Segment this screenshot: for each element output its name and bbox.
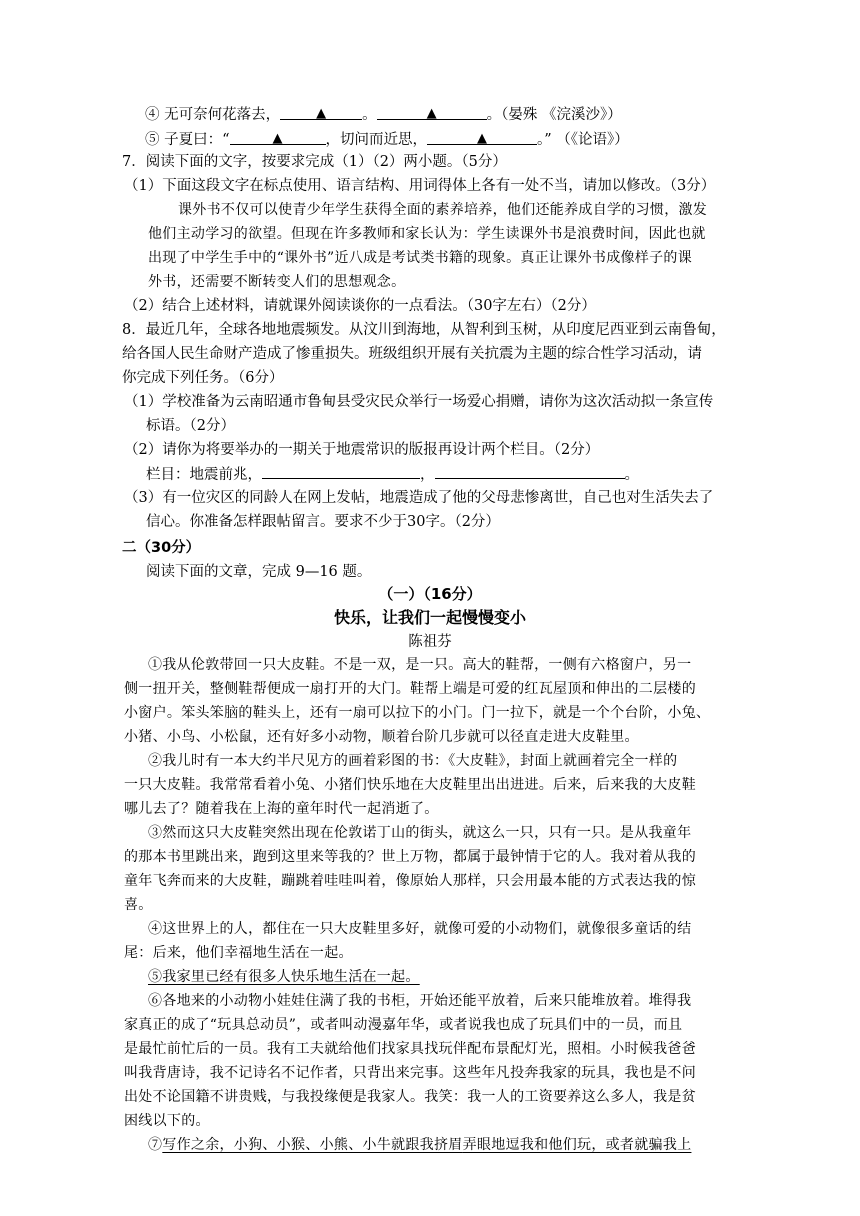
underlined-phrase: 写作之余，小狗、小猴、小熊、小牛就跟我挤眉 [162,1137,463,1153]
answer-blank[interactable]: ▲ [230,129,326,145]
part-heading: （一）（16分） [378,585,482,603]
paragraph-line: ③然而这只大皮鞋突然出现在伦敦诺丁山的街头，就这么一只，只有一只。是从我童年 [148,825,692,841]
article-author: 陈祖芬 [408,634,452,650]
paragraph-line: 出处不论国籍不讲贵贱，与我投缘便是我家人。我笑：我一人的工资要养这么多人，我是贫 [124,1089,696,1105]
q8-intro: 8．最近几年，全球各地地震频发。从汶川到海地，从智利到玉树，从印度尼西亚到云南鲁甸， [122,322,726,338]
paragraph-line: 叫我背唐诗，我不记诗名不记作者，只背出来完事。这些年凡投奔我家的玩具，我也是不问 [124,1065,696,1081]
answer-blank[interactable]: ▲ [377,104,487,120]
poem-item-5: ⑤ 子夏曰：“ ▲ ，切问而近思， ▲ 。” （《论语》） [145,131,629,148]
paragraph-line: 的那本书里跳出来，跑到这里来等我的？世上万物，都属于最钟情于它的人。我对着从我的 [124,849,696,865]
q7-passage-line: 他们主动学习的欲望。但现在许多教师和家长认为：学生读课外书是浪费时间，因此也就 [148,226,706,242]
article-title: 快乐，让我们一起慢慢变小 [333,608,526,627]
paragraph-line: ⑥各地来的小动物小娃娃住满了我的书柜，开始还能平放着，后来只能堆放着。堆得我 [148,993,692,1009]
underlined-phrase: 弄眼地逗我和他们玩，或者就骗我上 [462,1137,692,1153]
q7-sub2: （2）结合上述材料，请就课外阅读谈你的一点看法。（30字左右）（2分） [124,298,596,314]
answer-blank[interactable] [435,463,625,479]
q8-sub3: （3）有一位灾区的同龄人在网上发帖，地震造成了他的父母悲惨离世，自己也对生活失去了 [124,490,714,506]
paragraph-line: 小窗户。笨头笨脑的鞋头上，还有一扇可以拉下的小门。门一拉下，就是一个个台阶，小兔、 [124,705,711,721]
q8-intro: 你完成下列任务。（6分） [122,370,284,386]
paragraph-line: 侧一扭开关，整侧鞋帮便成一扇打开的大门。鞋帮上端是可爱的红瓦屋顶和伸出的二层楼的 [124,681,696,697]
underlined-sentence: ⑤我家里已经有很多人快乐地生活在一起。 [148,969,420,985]
section-header: 二（30分） [122,540,201,556]
poem-item-4: ④ 无可奈何花落去， ▲ 。 ▲ 。（晏殊 《浣溪沙》） [145,106,622,123]
q7-passage-line: 出现了中学生手中的“课外书”近八成是考试类书籍的现象。真正让课外书成像样子的课 [148,250,693,266]
q7-passage-line: 课外书不仅可以使青少年学生获得全面的素养培养，他们还能养成自学的习惯，激发 [178,202,708,218]
q8-intro: 给各国人民生命财产造成了惨重损失。班级组织开展有关抗震为主题的综合性学习活动，请 [122,346,702,362]
paragraph-line: 是最忙前忙后的一员。我有工夫就给他们找家具找玩伴配布景配灯光，照相。小时候我爸爸 [124,1041,696,1057]
paragraph-line: 喜。 [124,897,153,913]
paragraph-line: ②我儿时有一本大约半尺见方的画着彩图的书：《大皮鞋》，封面上就画着完全一样的 [148,753,678,769]
q7-sub1: （1）下面这段文字在标点使用、语言结构、用词得体上各有一处不当，请加以修改。（3分） [124,178,716,194]
paragraph-line: ④这世界上的人，都住在一只大皮鞋里多好，就像可爱的小动物们，就像很多童话的结 [148,921,692,937]
q8-sub3: 信心。你准备怎样跟帖留言。要求不少于30字。（2分） [146,514,500,530]
q7-passage-line: 外书，还需要不断转变人们的思想观念。 [148,274,406,290]
q8-sub2: （2）请你为将要举办的一期关于地震常识的版报再设计两个栏目。（2分） [124,442,600,458]
paragraph-line: 小猪、小鸟、小松鼠，还有好多小动物，顺着台阶几步就可以径直走进大皮鞋里。 [124,729,639,745]
paragraph-line: ①我从伦敦带回一只大皮鞋。不是一双，是一只。高大的鞋帮，一侧有六格窗户，另一 [148,657,692,673]
answer-blank[interactable]: ▲ [427,129,537,145]
q8-sub1: 标语。（2分） [146,418,235,434]
paragraph-line: 一只大皮鞋。我常常看着小兔、小猪们快乐地在大皮鞋里出出进进。后来，后来我的大皮鞋 [124,777,696,793]
section-instruction: 阅读下面的文章，完成 9—16 题。 [146,564,372,580]
q8-sub1: （1）学校准备为云南昭通市鲁甸县受灾民众举行一场爱心捐赠，请你为这次活动拟一条宣传 [124,394,714,410]
paragraph-line: 家真正的成了“玩具总动员”，或者叫动漫嘉年华，或者说我也成了玩具们中的一员，而且 [124,1017,683,1033]
item-number: ④ [145,107,160,123]
answer-blank[interactable] [262,463,420,479]
q8-columns: 栏目：地震前兆， ， 。 [146,463,639,486]
q7-title: 7．阅读下面的文字，按要求完成（1）（2）两小题。（5分） [122,154,507,170]
paragraph-line: ⑦写作之余，小狗、小猴、小熊、小牛就跟我挤眉弄眼地逗我和他们玩，或者就骗我上 [148,1137,692,1153]
item-number: ⑤ [145,132,160,148]
paragraph-line: 童年飞奔而来的大皮鞋，蹦跳着哇哇叫着，像原始人那样，只会用最本能的方式表达我的惊 [124,873,696,889]
answer-blank[interactable]: ▲ [280,104,362,120]
paragraph-line: 哪儿去了？随着我在上海的童年时代一起消逝了。 [124,801,439,817]
paragraph-line: 困线以下的。 [124,1113,210,1129]
paragraph-line: 尾：后来，他们幸福地生活在一起。 [124,945,353,961]
